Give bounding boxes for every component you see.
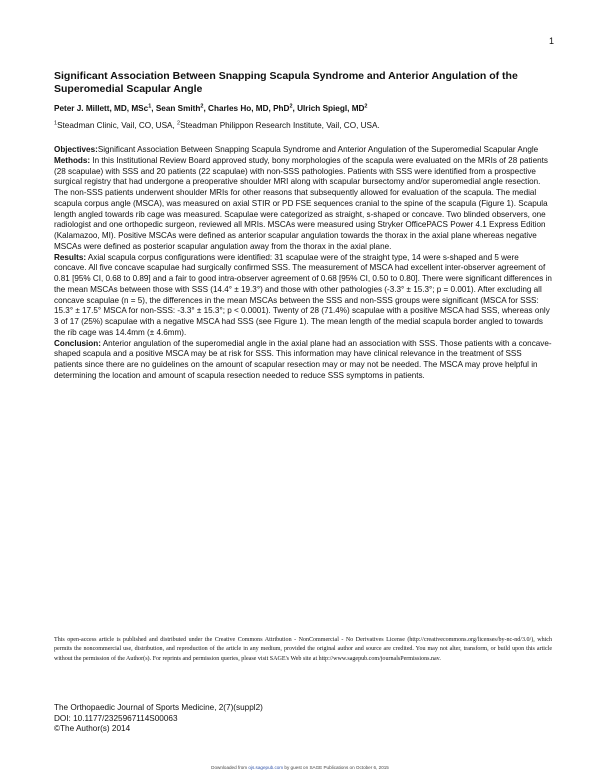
author-name: Ulrich Spiegl, MD: [297, 104, 365, 113]
journal-copyright: ©The Author(s) 2014: [54, 724, 131, 733]
affiliation-text: Steadman Philippon Research Institute, Vail, CO, USA.: [180, 121, 380, 130]
affiliation-marker: 2: [177, 120, 181, 127]
section-label: Results:: [54, 252, 87, 262]
journal-info: [54, 703, 454, 735]
conclusion-section: [54, 339, 552, 382]
author-affiliation-marker: 2: [289, 103, 293, 110]
author-name: Charles Ho, MD, PhD: [208, 104, 290, 113]
section-text: Anterior angulation of the superomedial angle in the axial plane had an association with SSS. Those patients with a concave-shaped scapula and a positive MSCA may be at risk for SSS. This information may have clinical relevance in the treatment of SSS patients since there are no guidelines on the amount of scapular resection may or may not be needed. The MSCA may prove helpful in determining the location and amount of scapula resection needed to reduce SSS symptoms in patients.: [54, 338, 552, 380]
section-label: Methods:: [54, 155, 91, 165]
author-name: Peter J. Millett, MD, MSc: [54, 104, 149, 113]
author-affiliation-marker: 1: [148, 103, 152, 110]
abstract-body: [54, 145, 552, 382]
section-label: Objectives:: [54, 145, 98, 154]
author-list: Peter J. Millett, MD, MSc$^1$, Sean Smith$^2$, Charles Ho, MD, PhD$^2$, Ulrich Spiegl, $MD^2$: [54, 103, 368, 113]
download-prefix: Downloaded from: [211, 765, 249, 770]
download-footer: [0, 765, 600, 770]
objectives-section: [54, 145, 552, 156]
results-section: [54, 253, 552, 339]
paper-title: Significant Association Between Snapping Scapula Syndrome and Anterior Angulation of the Superomedial Scapular Angle: [54, 70, 518, 95]
journal-doi: DOI: 10.1177/2325967114S00063: [54, 713, 178, 723]
author-affiliation-marker: 2: [200, 103, 204, 110]
section-text: Significant Association Between Snapping Scapula Syndrome and Anterior Angulation of the Superomedial Scapular Angle: [97, 145, 539, 154]
license-notice: This open-access article is published and distributed under the Creative Commons Attribution - NonCommercial - No Derivatives License (http://creativecommons.org/licenses/by-nc-nd/3.0/), which permits the noncommercial use, distribution, and reproduction of the article in any medium, provided the original author and source are credited. You may not alter, transform, or build upon this article without the permission of the Author(s). For reprints and permission queries, please visit SAGE's Web site at http://www.sagepub.com/journalsPermissions.nav.: [54, 637, 552, 662]
affiliation-text: Steadman Clinic, Vail, CO, USA,: [57, 121, 178, 130]
section-text: In this Institutional Review Board approved study, bony morphologies of the scapula were evaluated on the MRIs of 28 patients (28 scapulae) with SSS and 20 patients (22 scapulae) with non-SSS pathologies. Patients with SSS were identified from a prospective surgical registry that had undergone a preoperative shoulder MRI along with scapular bursectomy and/or superomedial angle resection. The non-SSS patients underwent shoulder MRIs for other reasons that subsequently allowed for evaluation of the scapula. The medial scapula corpus angle (MSCA), was measured on axial STIR or PD FSE sequences cranial to the spine of the scapula (Figure 1). Scapula length angled towards rib cage was measured. Scapulae were categorized as straight, s-shaped or concave. Two blinded observers, one radiologist and one orthopedic surgeon, reviewed all MRIs. MSCAs were measured using Stryker OfficePACS Power 4.1 Express Edition (Kalamazoo, MI). Positive MSCAs were defined as anterior scapular angulation towards the thorax in the axial plane whereas negative MSCAs were defined as posterior scapular angulation away from the thorax in the axial plane.: [54, 155, 548, 251]
section-text: Axial scapula corpus configurations were identified: 31 scapulae were of the straight type, 14 were s-shaped and 5 were concave. All five concave scapulae had surgically confirmed SSS. The measurement of MSCA had excellent inter-observer agreement of 0.81 [95% CI, 0.68 to 0.89] and a fair to good intra-observer agreement of 0.68 [95% CI, 0.50 to 0.80]. There were significant differences in the mean MSCAs between those with SSS (14.4° ± 19.3°) and those with other pathologies (-3.3° ± 15.3°; p = 0.001). After excluding all concave scapulae (n = 5), the differences in the mean MSCAs between the SSS and non-SSS groups were significant (MSCA for SSS: 15.3° ± 17.5° MSCA for non-SSS: -3.3° ± 15.3°; p < 0.0001). Twenty of 28 (71.4%) scapulae with a positive MSCA had SSS, whereas only 3 of 17 (25%) scapulae with a negative MSCA had SSS (see Figure 1). The mean length of the medial scapula border angled to towards the rib cage was 14.4mm (± 4.6mm).: [54, 252, 552, 337]
download-site-link[interactable]: ojs.sagepub.com: [248, 765, 284, 770]
author-name: Sean Smith: [155, 104, 201, 113]
methods-section: [54, 156, 552, 253]
section-label: Conclusion:: [54, 338, 101, 348]
page-number: 1: [549, 36, 555, 46]
author-affiliation-marker: 2: [364, 103, 368, 110]
journal-citation: The Orthopaedic Journal of Sports Medicine, 2(7)(suppl2): [54, 703, 263, 712]
download-suffix: by guest on SAGE Publications on October 6, 2015: [283, 765, 389, 770]
affiliations: [54, 120, 554, 131]
affiliation-marker: 1: [54, 120, 58, 127]
